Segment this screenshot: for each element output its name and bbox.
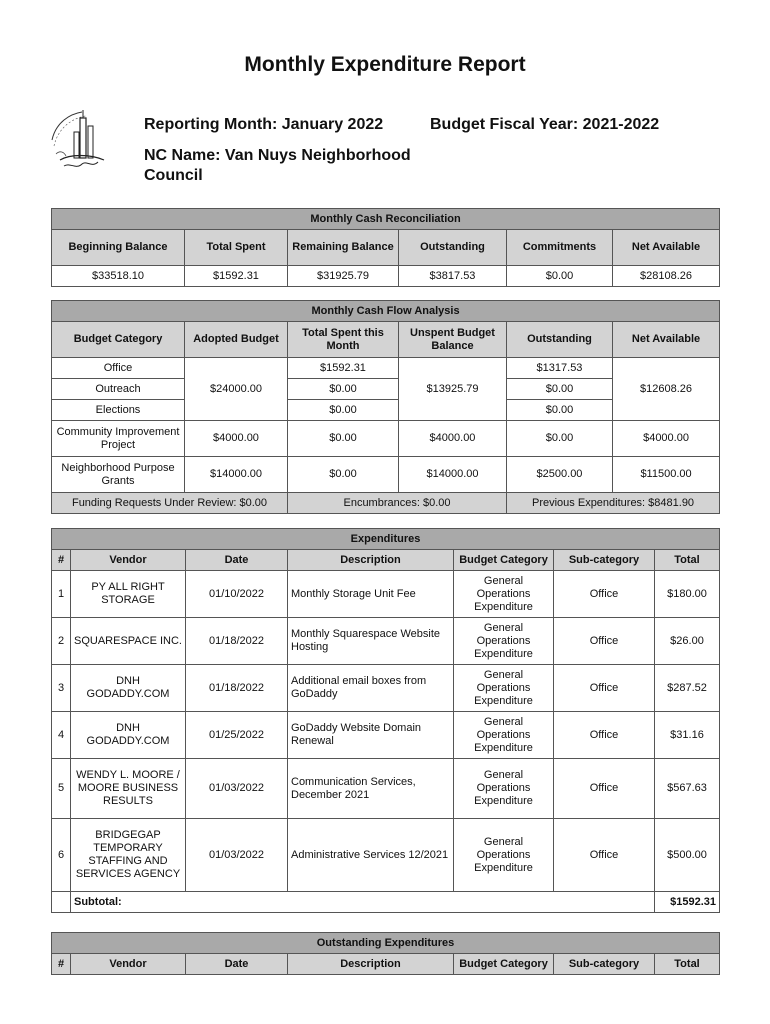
description: GoDaddy Website Domain Renewal: [288, 712, 454, 759]
column-header: Budget Category: [454, 954, 554, 975]
vendor: DNH GODADDY.COM: [71, 712, 186, 759]
budget-category: General Operations Expenditure: [454, 819, 554, 892]
total-spent: $0.00: [288, 379, 399, 400]
vendor: DNH GODADDY.COM: [71, 665, 186, 712]
budget-category: Elections: [52, 400, 185, 421]
nc-name: NC Name: Van Nuys Neighborhood Council: [144, 147, 411, 184]
column-header: Date: [186, 550, 288, 571]
subcategory: Office: [554, 618, 655, 665]
unspent-balance: $4000.00: [399, 421, 507, 457]
subtotal-label: Subtotal:: [71, 892, 655, 913]
subcategory: Office: [554, 712, 655, 759]
description: Communication Services, December 2021: [288, 759, 454, 819]
unspent-balance: $13925.79: [399, 358, 507, 421]
column-header: Sub-category: [554, 954, 655, 975]
row-number: 4: [52, 712, 71, 759]
column-header: Description: [288, 550, 454, 571]
total: $31.16: [655, 712, 720, 759]
outstanding: $0.00: [507, 421, 613, 457]
column-header: Unspent Budget Balance: [399, 322, 507, 358]
table-row: [52, 421, 720, 457]
column-header: Description: [288, 954, 454, 975]
fiscal-year: Budget Fiscal Year: 2021-2022: [430, 116, 660, 133]
cash-flow-caption: Monthly Cash Flow Analysis: [52, 301, 720, 322]
budget-category: Community Improvement Project: [52, 421, 185, 457]
table-row: [52, 618, 720, 665]
column-header: Sub-category: [554, 550, 655, 571]
remaining-balance-value: $31925.79: [288, 266, 399, 287]
row-number: 6: [52, 819, 71, 892]
funding-requests: Funding Requests Under Review: $0.00: [52, 493, 288, 514]
description: Monthly Squarespace Website Hosting: [288, 618, 454, 665]
budget-category: Outreach: [52, 379, 185, 400]
table-row: [52, 665, 720, 712]
column-header: Beginning Balance: [52, 230, 185, 266]
subcategory: Office: [554, 819, 655, 892]
row-number: 2: [52, 618, 71, 665]
table-row: [52, 571, 720, 618]
date: 01/25/2022: [186, 712, 288, 759]
description: Administrative Services 12/2021: [288, 819, 454, 892]
outstanding: $0.00: [507, 400, 613, 421]
total: $26.00: [655, 618, 720, 665]
subcategory: Office: [554, 759, 655, 819]
column-header: Total Spent this Month: [288, 322, 399, 358]
vendor: WENDY L. MOORE / MOORE BUSINESS RESULTS: [71, 759, 186, 819]
net-available: $12608.26: [613, 358, 720, 421]
column-header: Budget Category: [454, 550, 554, 571]
table-row: [52, 712, 720, 759]
outstanding-value: $3817.53: [399, 266, 507, 287]
subtotal-spacer: [52, 892, 71, 913]
beginning-balance-value: $33518.10: [52, 266, 185, 287]
budget-category: Neighborhood Purpose Grants: [52, 457, 185, 493]
cash-flow-table: [51, 300, 720, 514]
total: $180.00: [655, 571, 720, 618]
outstanding: $2500.00: [507, 457, 613, 493]
commitments-value: $0.00: [507, 266, 613, 287]
column-header: Budget Category: [52, 322, 185, 358]
date: 01/03/2022: [186, 759, 288, 819]
expenditures-caption: Expenditures: [52, 529, 720, 550]
column-header: Net Available: [613, 230, 720, 266]
budget-category: General Operations Expenditure: [454, 571, 554, 618]
total: $287.52: [655, 665, 720, 712]
reporting-month: Reporting Month: January 2022: [144, 116, 384, 133]
description: Monthly Storage Unit Fee: [288, 571, 454, 618]
adopted-budget: $4000.00: [185, 421, 288, 457]
budget-category: General Operations Expenditure: [454, 665, 554, 712]
description: Additional email boxes from GoDaddy: [288, 665, 454, 712]
budget-category: General Operations Expenditure: [454, 759, 554, 819]
outstanding: $0.00: [507, 379, 613, 400]
column-header: Date: [186, 954, 288, 975]
date: 01/10/2022: [186, 571, 288, 618]
date: 01/18/2022: [186, 665, 288, 712]
column-header: Adopted Budget: [185, 322, 288, 358]
net-available: $4000.00: [613, 421, 720, 457]
subcategory: Office: [554, 665, 655, 712]
table-row: [52, 759, 720, 819]
cash-reconciliation-table: [51, 208, 720, 287]
column-header: Outstanding: [507, 322, 613, 358]
cash-reconciliation-caption: Monthly Cash Reconciliation: [52, 209, 720, 230]
outstanding-expenditures-caption: Outstanding Expenditures: [52, 933, 720, 954]
report-title: Monthly Expenditure Report: [244, 53, 526, 76]
total: $567.63: [655, 759, 720, 819]
adopted-budget: $14000.00: [185, 457, 288, 493]
table-row: [52, 358, 720, 379]
row-number: 1: [52, 571, 71, 618]
adopted-budget: $24000.00: [185, 358, 288, 421]
column-header: Outstanding: [399, 230, 507, 266]
column-header: #: [52, 550, 71, 571]
net-available: $11500.00: [613, 457, 720, 493]
table-row: [52, 819, 720, 892]
table-row: [52, 457, 720, 493]
encumbrances: Encumbrances: $0.00: [288, 493, 507, 514]
column-header: Total: [655, 550, 720, 571]
vendor: PY ALL RIGHT STORAGE: [71, 571, 186, 618]
net-available-value: $28108.26: [613, 266, 720, 287]
column-header: Vendor: [71, 954, 186, 975]
vendor: SQUARESPACE INC.: [71, 618, 186, 665]
subtotal-value: $1592.31: [655, 892, 720, 913]
total-spent: $0.00: [288, 457, 399, 493]
total-spent: $0.00: [288, 400, 399, 421]
budget-category: General Operations Expenditure: [454, 618, 554, 665]
council-logo-icon: [46, 104, 118, 176]
column-header: Remaining Balance: [288, 230, 399, 266]
budget-category: Office: [52, 358, 185, 379]
total-spent: $0.00: [288, 421, 399, 457]
outstanding: $1317.53: [507, 358, 613, 379]
column-header: Commitments: [507, 230, 613, 266]
column-header: Total: [655, 954, 720, 975]
total: $500.00: [655, 819, 720, 892]
total-spent: $1592.31: [288, 358, 399, 379]
previous-expenditures: Previous Expenditures: $8481.90: [507, 493, 720, 514]
column-header: Vendor: [71, 550, 186, 571]
date: 01/18/2022: [186, 618, 288, 665]
column-header: #: [52, 954, 71, 975]
expenditures-table: [51, 528, 720, 913]
subcategory: Office: [554, 571, 655, 618]
date: 01/03/2022: [186, 819, 288, 892]
budget-category: General Operations Expenditure: [454, 712, 554, 759]
vendor: BRIDGEGAP TEMPORARY STAFFING AND SERVICES AGENCY: [71, 819, 186, 892]
unspent-balance: $14000.00: [399, 457, 507, 493]
row-number: 5: [52, 759, 71, 819]
column-header: Total Spent: [185, 230, 288, 266]
outstanding-expenditures-table: [51, 932, 720, 975]
row-number: 3: [52, 665, 71, 712]
column-header: Net Available: [613, 322, 720, 358]
total-spent-value: $1592.31: [185, 266, 288, 287]
